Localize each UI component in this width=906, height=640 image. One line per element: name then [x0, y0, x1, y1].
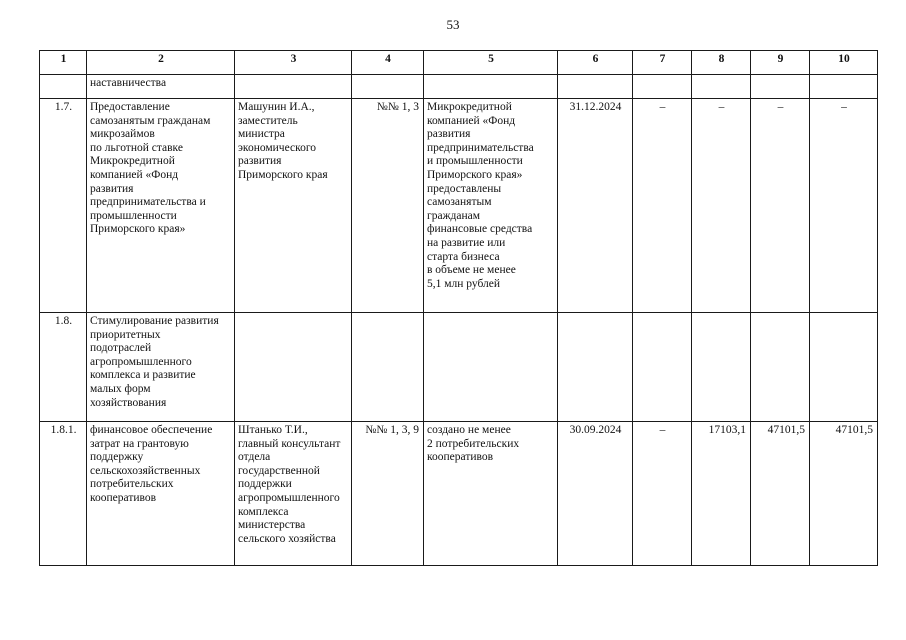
table-row — [40, 75, 878, 99]
col9-cell — [751, 313, 810, 422]
col9-cell: – — [751, 99, 810, 313]
event-cell: финансовое обеспечение затрат на грантовую поддержку сельскохозяйственных потребительских кооперативов — [87, 422, 235, 566]
event-cell: Предоставление самозанятым гражданам микрозаймов по льготной ставке Микрокредитной компанией «Фонд развития предпринимательства и промышленности Приморского края» — [87, 99, 235, 313]
date-cell — [558, 313, 633, 422]
header-cell: 4 — [352, 51, 424, 75]
indicators-cell — [352, 75, 424, 99]
table-row — [40, 99, 878, 313]
item-number-cell — [40, 75, 87, 99]
header-cell: 5 — [424, 51, 558, 75]
col10-cell: – — [810, 99, 878, 313]
result-cell — [424, 75, 558, 99]
col10-cell: 47101,5 — [810, 422, 878, 566]
header-cell: 6 — [558, 51, 633, 75]
header-cell: 9 — [751, 51, 810, 75]
indicators-cell: №№ 1, 3 — [352, 99, 424, 313]
event-cell: Стимулирование развития приоритетных подотраслей агропромышленного комплекса и развитие малых форм хозяйствования — [87, 313, 235, 422]
responsible-cell — [235, 313, 352, 422]
col8-cell: 17103,1 — [692, 422, 751, 566]
col7-cell — [633, 313, 692, 422]
indicators-cell — [352, 313, 424, 422]
col8-cell — [692, 313, 751, 422]
header-cell: 2 — [87, 51, 235, 75]
item-number-cell: 1.7. — [40, 99, 87, 313]
col8-cell — [692, 75, 751, 99]
col8-cell: – — [692, 99, 751, 313]
item-number-cell: 1.8.1. — [40, 422, 87, 566]
date-cell: 30.09.2024 — [558, 422, 633, 566]
col9-cell — [751, 75, 810, 99]
responsible-cell: Машунин И.А., заместитель министра экономического развития Приморского края — [235, 99, 352, 313]
header-cell: 7 — [633, 51, 692, 75]
col10-cell — [810, 75, 878, 99]
date-cell — [558, 75, 633, 99]
page-number: 53 — [446, 17, 460, 32]
result-cell: создано не менее 2 потребительских кооперативов — [424, 422, 558, 566]
col9-cell: 47101,5 — [751, 422, 810, 566]
col7-cell: – — [633, 422, 692, 566]
header-cell: 1 — [40, 51, 87, 75]
col7-cell: – — [633, 99, 692, 313]
col7-cell — [633, 75, 692, 99]
responsible-cell: Штанько Т.И., главный консультант отдела государственной поддержки агропромышленного комплекса министерства сельского хозяйства — [235, 422, 352, 566]
header-cell: 3 — [235, 51, 352, 75]
col10-cell — [810, 313, 878, 422]
result-cell — [424, 313, 558, 422]
indicators-cell: №№ 1, 3, 9 — [352, 422, 424, 566]
result-cell: Микрокредитной компанией «Фонд развития предпринимательства и промышленности Приморского края» предоставлены самозанятым гражданам финансовые средства на развитие или старта бизнеса в объеме не менее 5,1 млн рублей — [424, 99, 558, 313]
date-cell: 31.12.2024 — [558, 99, 633, 313]
plan-table — [39, 50, 878, 566]
item-number-cell: 1.8. — [40, 313, 87, 422]
table-row — [40, 422, 878, 566]
header-cell: 8 — [692, 51, 751, 75]
responsible-cell — [235, 75, 352, 99]
table-row — [40, 313, 878, 422]
table-header-row — [40, 51, 878, 75]
event-cell: наставничества — [87, 75, 235, 99]
header-cell: 10 — [810, 51, 878, 75]
